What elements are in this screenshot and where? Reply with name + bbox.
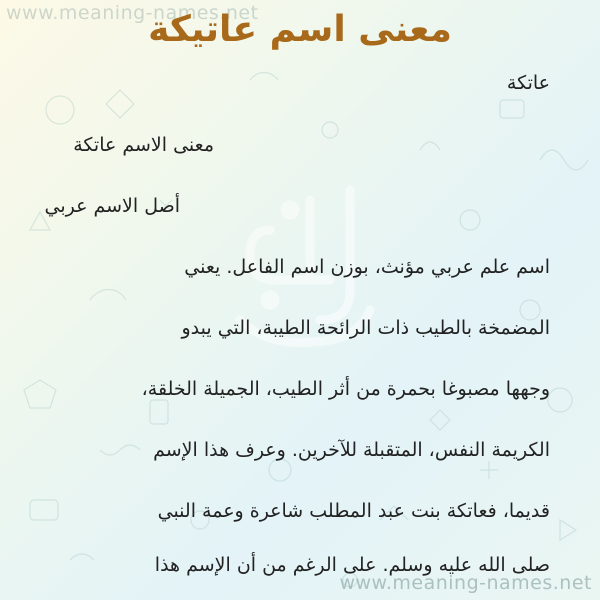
content-line: أصل الاسم عربي [44,195,180,217]
content-line: عاتكة [506,72,550,94]
content-line: الكريمة النفس، المتقبلة للآخرين. وعرف هذا الإسم [153,439,550,461]
content-line: قديما، فعاتكة بنت عبد المطلب شاعرة وعمة النبي [157,500,550,522]
content-line: معنى الاسم عاتكة [73,134,214,156]
content-line: وجهها مصبوغا بحمرة من أثر الطيب، الجميلة الخلقة، [141,378,550,400]
page-title: معنى اسم عاتيكة [148,9,452,50]
content-line: اسم علم عربي مؤنث، بوزن اسم الفاعل. يعني [184,256,550,278]
site-watermark-top: www.meaning-names.net [6,2,259,24]
content-line: صلى الله عليه وسلم. على الرغم من أن الإسم هذا [154,554,550,576]
content-line: المضمخة بالطيب ذات الرائحة الطيبة، التي يبدو [181,317,550,339]
site-watermark-bottom: www.meaning-names.net [339,572,592,594]
